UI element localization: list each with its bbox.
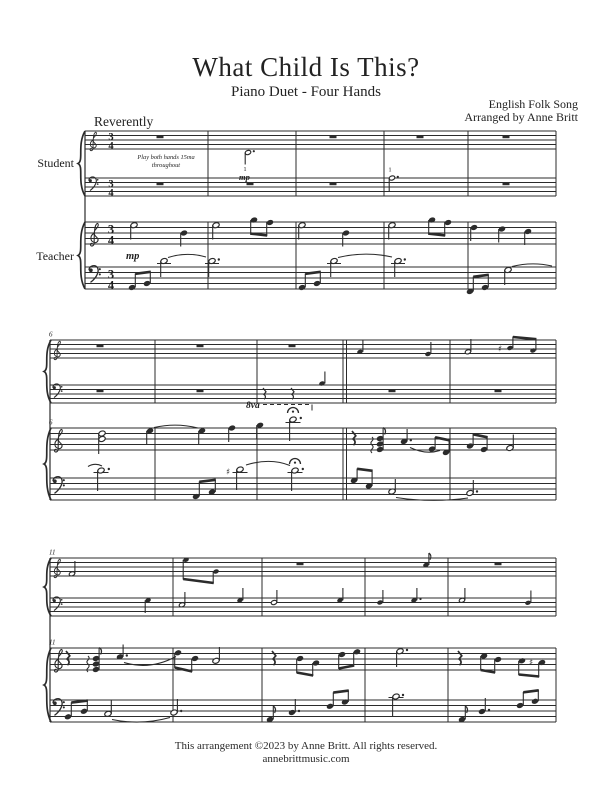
directive-line2: throughout bbox=[151, 162, 181, 169]
treble-clef-icon bbox=[90, 223, 98, 246]
bass-clef-icon bbox=[53, 699, 65, 716]
dynamic-teacher-mp: mp bbox=[126, 251, 140, 262]
page-subtitle: Piano Duet - Four Hands bbox=[231, 84, 381, 100]
sharp-sign: ♯ bbox=[226, 467, 231, 478]
clefs bbox=[53, 132, 101, 715]
measure-number-11: 11 bbox=[49, 638, 56, 647]
credit-arranger: Arranged by Anne Britt bbox=[464, 110, 578, 124]
bass-clef-icon bbox=[89, 266, 101, 283]
footer-copyright: This arrangement ©2023 by Anne Britt. All rights reserved. bbox=[174, 740, 438, 752]
system3-teacher-notes bbox=[49, 639, 546, 724]
timesig-bottom: 4 bbox=[108, 141, 114, 153]
bass-clef-icon bbox=[53, 477, 65, 494]
page-title: What Child Is This? bbox=[192, 52, 420, 82]
time-signatures bbox=[108, 132, 115, 293]
staff-lines-layer bbox=[44, 131, 556, 722]
treble-clef-icon bbox=[54, 649, 62, 672]
footer-website: annebrittmusic.com bbox=[262, 753, 350, 765]
fingering-m2: 1 bbox=[243, 166, 247, 173]
bass-clef-icon bbox=[53, 597, 63, 611]
treble-clef-icon bbox=[54, 429, 62, 452]
timesig-bottom: 4 bbox=[107, 278, 115, 293]
treble-clef-icon bbox=[54, 559, 60, 577]
bass-clef-icon bbox=[53, 384, 63, 398]
fingering-m4: 1 bbox=[388, 166, 392, 174]
sharp-sign: ♯ bbox=[529, 658, 534, 668]
grand-staff-brace bbox=[78, 131, 85, 196]
system2-teacher-notes bbox=[49, 401, 514, 500]
timesig-bottom: 4 bbox=[107, 233, 115, 248]
treble-clef-icon bbox=[90, 132, 96, 150]
credit-source: English Folk Song bbox=[488, 97, 578, 111]
directive-line1: Play both hands 15ma bbox=[137, 154, 195, 161]
timesig-top: 3 bbox=[107, 222, 115, 237]
timesig-top: 3 bbox=[108, 178, 114, 190]
part-label-teacher: Teacher bbox=[36, 249, 74, 263]
bass-clef-icon bbox=[89, 177, 99, 191]
measure-number-6: 6 bbox=[49, 330, 53, 339]
timesig-top: 3 bbox=[108, 131, 114, 143]
measure-number-6: 6 bbox=[49, 418, 53, 427]
treble-clef-icon bbox=[54, 341, 60, 359]
grand-staff-brace bbox=[78, 222, 85, 289]
timesig-top: 3 bbox=[107, 267, 115, 282]
ottava-8va: 8va bbox=[246, 401, 260, 411]
dynamic-student-mp: mp bbox=[239, 172, 250, 182]
part-label-student: Student bbox=[37, 156, 74, 170]
sharp-sign: ♯ bbox=[498, 344, 503, 355]
system2-student-notes bbox=[49, 331, 536, 400]
measure-number-11: 11 bbox=[49, 548, 56, 557]
tempo-marking: Reverently bbox=[94, 114, 154, 129]
timesig-bottom: 4 bbox=[108, 188, 114, 200]
